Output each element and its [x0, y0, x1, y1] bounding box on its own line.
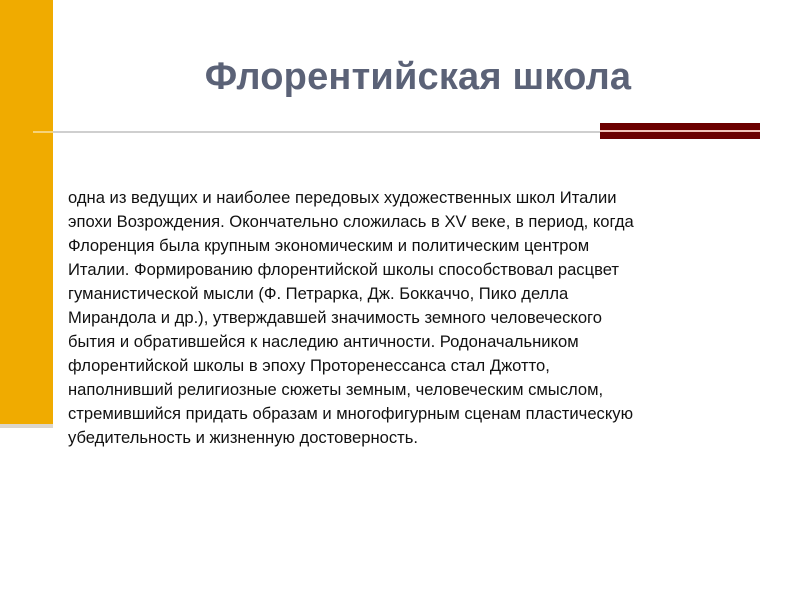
- divider-line-highlight: [33, 131, 53, 133]
- body-line: флорентийской школы в эпоху Проторенессанса стал Джотто,: [68, 356, 550, 375]
- body-line: одна из ведущих и наиболее передовых художественных школ Италии: [68, 188, 617, 207]
- body-line: Флоренция была крупным экономическим и политическим центром: [68, 236, 590, 255]
- body-line: эпохи Возрождения. Окончательно сложилась в XV веке, в период, когда: [68, 212, 634, 231]
- body-line: Италии. Формированию флорентийской школы способствовал расцвет: [68, 260, 620, 279]
- body-line: гуманистической мысли (Ф. Петрарка, Дж. Боккаччо, Пико делла: [68, 284, 569, 303]
- gold-bar-shadow: [0, 424, 53, 428]
- title-divider-line: [33, 131, 600, 133]
- slide-body-text: [68, 186, 768, 450]
- slide-title: Флорентийская школа: [204, 56, 632, 98]
- body-line: наполнивший религиозные сюжеты земным, человеческим смыслом,: [68, 380, 604, 399]
- body-line: убедительность и жизненную достоверность.: [68, 428, 418, 447]
- accent-bar-stripe: [600, 130, 760, 132]
- body-line: бытия и обратившейся к наследию античности. Родоначальником: [68, 332, 579, 351]
- body-line: Мирандола и др.), утверждавшей значимость земного человеческого: [68, 308, 602, 327]
- gold-side-bar: [0, 0, 53, 424]
- body-line: стремившийся придать образам и многофигурным сценам пластическую: [68, 404, 634, 423]
